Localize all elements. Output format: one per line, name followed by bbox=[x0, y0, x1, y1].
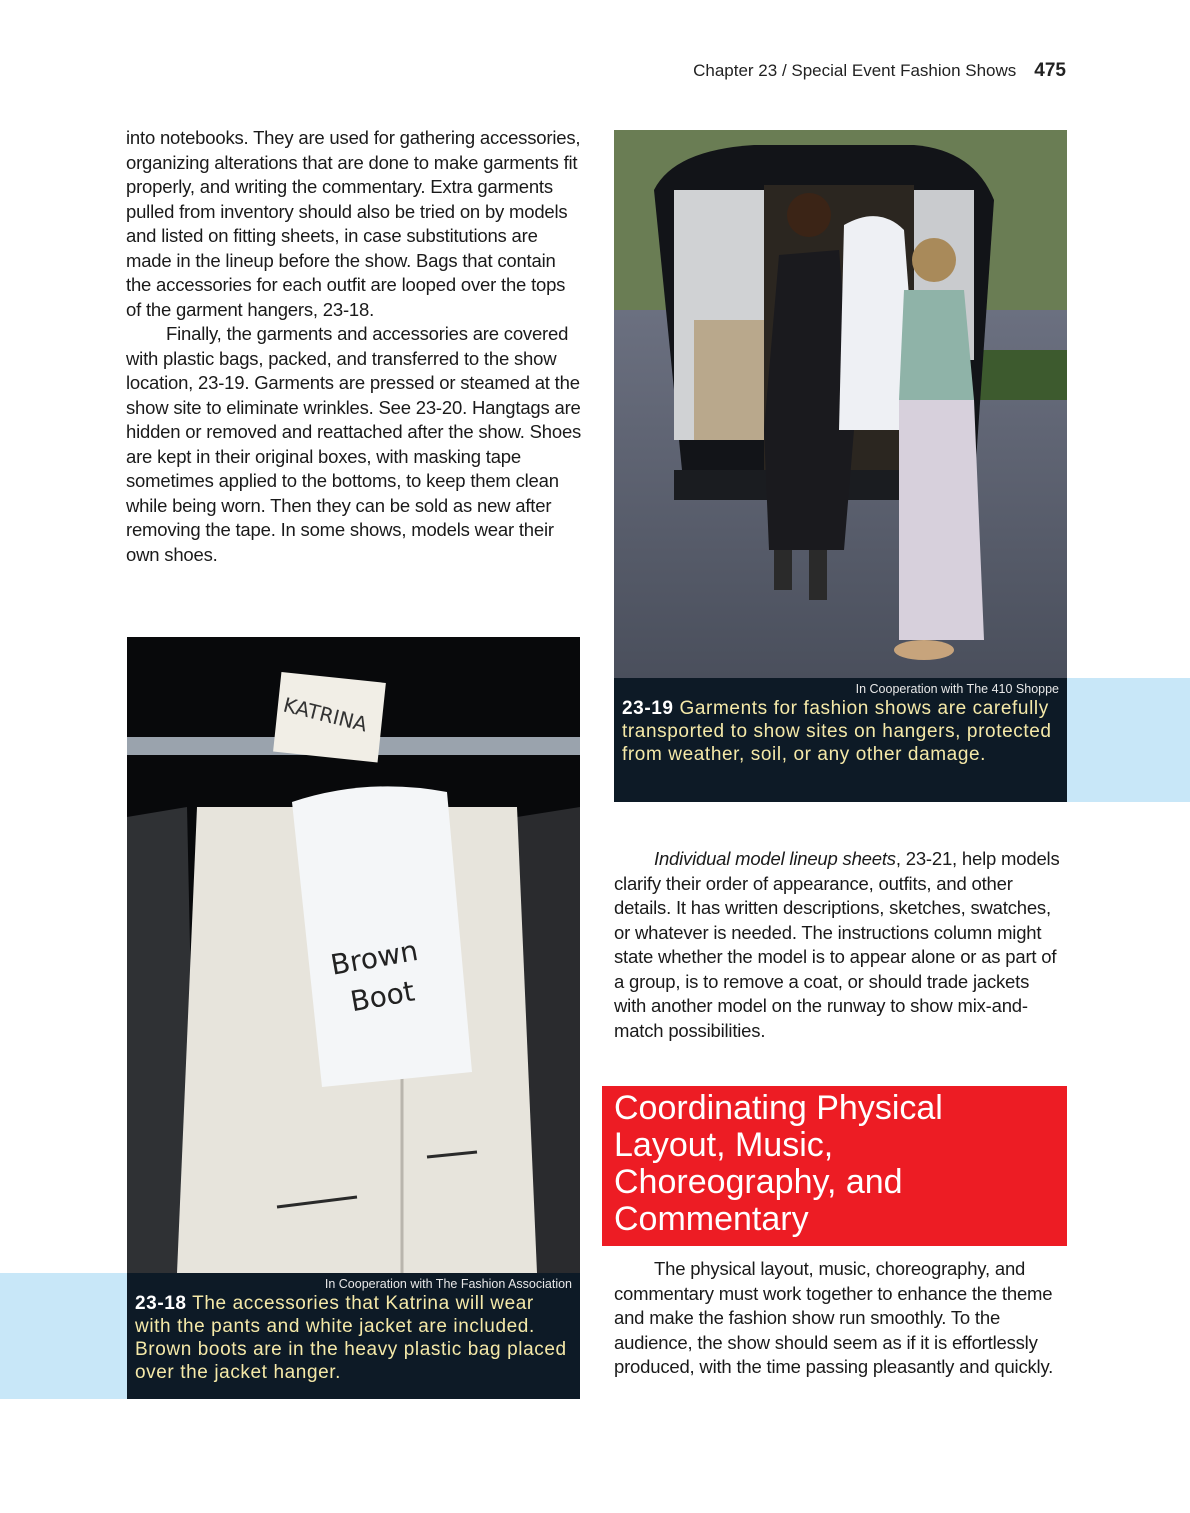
blue-margin-tab bbox=[1067, 678, 1190, 802]
paragraph: The physical layout, music, choreography, and commentary must work together to enhance the theme and make the fashion show run smoothly. To the audience, the show should seem as if it is effortlessly produced, with the time passing pleasantly and quickly. bbox=[614, 1258, 1054, 1377]
paragraph: into notebooks. They are used for gathering accessories, organizing alterations that are done to make garments fit properly, and writing the commentary. Extra garments pulled from inventory should also be tried on by models and listed on fitting sheets, in case substitutions are made in the lineup before the show. Bags that contain the accessories for each outfit are looped over the tops of the garment hangers, 23-18. bbox=[126, 127, 581, 320]
bag-label-boot: Boot bbox=[347, 974, 418, 1019]
bag-label-brown: Brown bbox=[328, 933, 421, 982]
section-heading: Coordinating Physical Layout, Music, Choreography, and Commentary bbox=[602, 1086, 1067, 1246]
photo-credit: In Cooperation with The Fashion Association bbox=[324, 1277, 572, 1291]
paragraph-rest: , 23-21, help models clarify their order of appearance, outfits, and other details. It has written descriptions, sketches, swatches, or whatever is needed. The instructions column might state whether the model is to appear alone or as part of a group, is to remove a coat, or should trade jackets with another model on the runway to show mix-and-match possibilities. bbox=[614, 848, 1060, 1041]
figure-number: 23-18 bbox=[135, 1293, 187, 1314]
paragraph: Finally, the garments and accessories are covered with plastic bags, packed, and transferred to the show location, 23-19. Garments are pressed or steamed at the show site to eliminate wrinkles. See 23-20. Hangtags are hidden or removed and reattached after the show. Shoes are kept in their original boxes, with masking tape sometimes applied to the bottoms, to keep them clean while being worn. Then they can be sold as new after removing the tape. In some shows, models wear their own shoes. bbox=[126, 323, 582, 565]
photo-jacket-rack bbox=[127, 637, 580, 1273]
right-column-text-2 bbox=[614, 1257, 1066, 1380]
chapter-title: Chapter 23 / Special Event Fashion Shows bbox=[693, 61, 1017, 80]
paragraph bbox=[614, 847, 1066, 1043]
photo-credit: In Cooperation with The 410 Shoppe bbox=[855, 682, 1059, 696]
blue-margin-tab bbox=[0, 1273, 127, 1399]
photo-van-garments bbox=[614, 130, 1067, 678]
running-head bbox=[693, 60, 1066, 82]
figure-23-19-caption bbox=[614, 678, 1067, 802]
right-column-text bbox=[614, 847, 1066, 1043]
caption-text: The accessories that Katrina will wear with the pants and white jacket are included. Brown boots are in the heavy plastic bag placed over the jacket hanger. bbox=[135, 1293, 567, 1383]
figure-number: 23-19 bbox=[622, 698, 674, 719]
figure-23-18-caption bbox=[127, 1273, 580, 1399]
page-number: 475 bbox=[1034, 60, 1066, 81]
left-column-text bbox=[126, 126, 584, 567]
tag-label: KATRINA bbox=[280, 692, 370, 737]
italic-term: Individual model lineup sheets bbox=[654, 848, 896, 869]
caption-text: Garments for fashion shows are carefully transported to show sites on hangers, protected from weather, soil, or any other damage. bbox=[622, 698, 1052, 765]
